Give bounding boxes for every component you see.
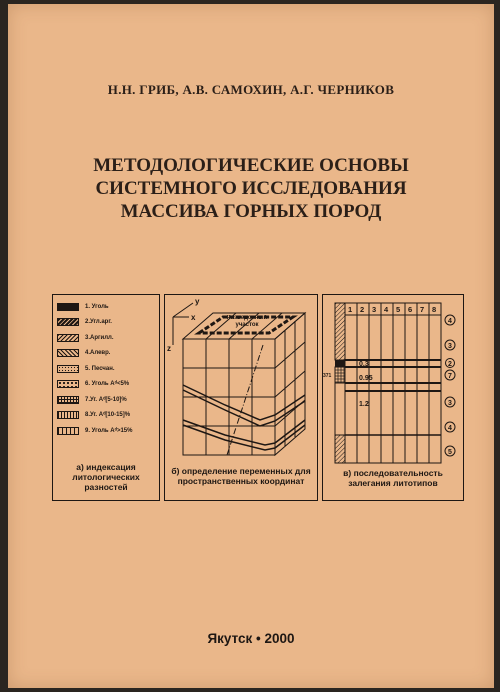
caption-a: а) индексация литологических разностей	[72, 462, 140, 492]
legend-item: 2.Угл.арг.	[57, 315, 132, 331]
column-number: 3	[372, 305, 377, 314]
thickness-value: 1.2	[359, 401, 369, 408]
axis-y-line	[173, 303, 193, 317]
sequence-grid	[323, 295, 463, 467]
swatch-siltstone	[57, 349, 79, 357]
title-line-1: МЕТОДОЛОГИЧЕСКИЕ ОСНОВЫ	[93, 155, 409, 176]
circled-number: 4	[448, 425, 452, 432]
legend-item: 9. Уголь Aᵈ>15%	[57, 423, 132, 439]
circled-number: 7	[448, 373, 452, 380]
seam-line	[183, 425, 305, 450]
legend-item: 7.Уг. Aᵈ[5-10]%	[57, 392, 132, 408]
caption-c: в) последовательность залегания литотипов	[343, 468, 443, 488]
legend-item: 1. Уголь	[57, 299, 132, 315]
axis-z-label: z	[167, 344, 171, 353]
circled-number: 4	[448, 318, 452, 325]
circled-number: 3	[448, 343, 452, 350]
circled-number: 5	[448, 449, 452, 456]
publication-place-year: Якутск • 2000	[207, 631, 295, 646]
caption-b: б) определение переменных для пространственных координат	[171, 466, 311, 486]
axis-x-label: x	[191, 313, 196, 322]
legend-item: 8.Уг. Aᵈ[10-15]%	[57, 408, 132, 424]
swatch-argillite	[57, 334, 79, 342]
fault-line	[227, 345, 263, 455]
swatch-coaly-argillite	[57, 318, 79, 326]
column-number: 2	[360, 305, 365, 314]
thickness-value: 0.3	[359, 361, 369, 368]
authors: Н.Н. ГРИБ, А.В. САМОХИН, А.Г. ЧЕРНИКОВ	[107, 82, 395, 97]
swatch-sandstone	[57, 365, 79, 373]
column-number: 1	[348, 305, 353, 314]
survey-area-label: Разведочный участок	[226, 315, 268, 328]
column-number: 6	[408, 305, 413, 314]
block-diagram	[165, 295, 317, 465]
swatch-coal-10-15	[57, 411, 79, 419]
legend-item: 4.Алевр.	[57, 346, 132, 362]
circled-number: 3	[448, 400, 452, 407]
legend	[57, 299, 132, 439]
panel-3d-block	[164, 294, 318, 501]
lithology-column-bottom	[335, 435, 345, 463]
panel-lithotype-sequence	[322, 294, 464, 501]
swatch-coal-lt5	[57, 380, 79, 388]
column-number: 5	[396, 305, 401, 314]
legend-item: 6. Уголь Aᵈ<5%	[57, 377, 132, 393]
seam-line	[183, 420, 305, 445]
coal-seam-fill	[335, 360, 345, 367]
circled-number: 2	[448, 361, 452, 368]
title-line-2: СИСТЕМНОГО ИССЛЕДОВАНИЯ	[95, 178, 407, 199]
legend-item: 5. Песчан.	[57, 361, 132, 377]
column-number: 8	[432, 305, 437, 314]
legend-item: 3.Аргилл.	[57, 330, 132, 346]
swatch-coal	[57, 303, 79, 311]
book-title	[8, 154, 494, 223]
lithology-column-top	[335, 303, 345, 360]
depth-label: 371	[323, 373, 332, 379]
book-cover	[8, 4, 494, 688]
title-line-3: МАССИВА ГОРНЫХ ПОРОД	[120, 201, 382, 222]
column-number: 7	[420, 305, 425, 314]
thickness-value: 0.95	[359, 375, 373, 382]
axis-y-label: y	[195, 297, 200, 306]
coal-grid-fill	[335, 367, 345, 383]
swatch-coal-gt15	[57, 427, 79, 435]
swatch-coal-5-10	[57, 396, 79, 404]
column-number: 4	[384, 305, 389, 314]
panel-lithology-legend	[52, 294, 160, 501]
lithology-column-mid	[335, 383, 345, 435]
